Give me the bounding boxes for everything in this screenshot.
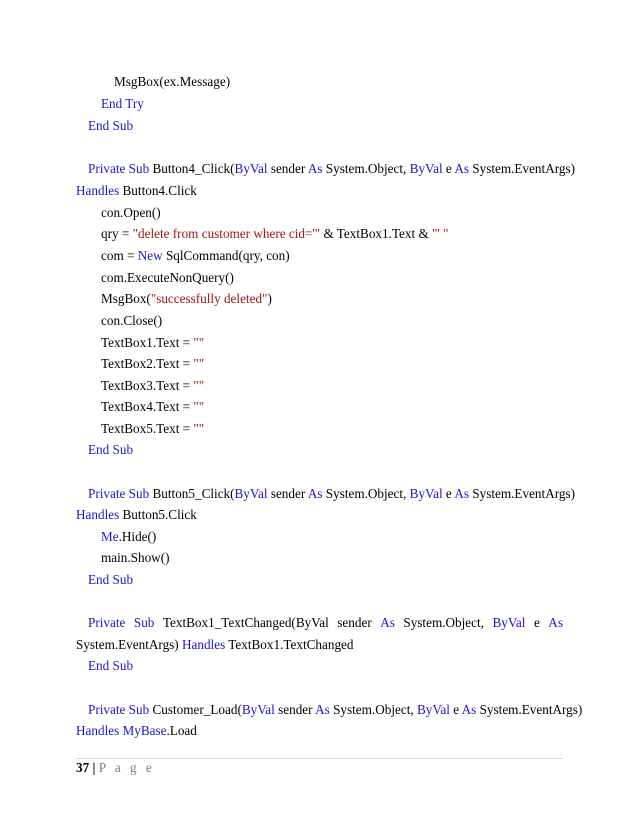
code-text: sender (267, 486, 308, 501)
footer-divider (76, 758, 563, 759)
keyword: Me (101, 529, 119, 544)
code-line: End Try (101, 96, 144, 111)
string-literal: "" (193, 399, 205, 414)
code-line: End Sub (88, 572, 134, 587)
keyword: As (307, 486, 323, 501)
keyword: ByVal (492, 615, 526, 630)
keyword: ByVal (241, 702, 275, 717)
keyword: As (307, 161, 323, 176)
keyword: ByVal (416, 702, 450, 717)
string-literal: "' " (432, 226, 449, 241)
code-text: TextBox1_TextChanged(ByVal (162, 615, 329, 630)
code-text: Customer_Load( (149, 702, 242, 717)
code-text: Button4_Click( (149, 161, 235, 176)
code-line: com.ExecuteNonQuery() (101, 270, 234, 285)
keyword: New (137, 248, 163, 263)
string-literal: "successfully deleted" (150, 291, 268, 306)
code-line (88, 486, 575, 502)
string-literal: "" (193, 421, 205, 436)
code-text: e (449, 702, 462, 717)
keyword: ByVal (234, 486, 268, 501)
code-text: qry = (101, 226, 133, 241)
page-number: 37 (76, 760, 90, 775)
code-text: TextBox1.TextChanged (225, 637, 354, 652)
code-text: Button4.Click (119, 183, 197, 198)
code-line (76, 637, 354, 653)
keyword: As (380, 615, 395, 630)
code-line: End Sub (88, 658, 134, 673)
code-line (88, 702, 582, 718)
code-line (101, 248, 290, 264)
code-line (101, 421, 204, 437)
keyword: Handles (181, 637, 226, 652)
code-text: Button5_Click( (149, 486, 235, 501)
keyword: Sub (128, 486, 150, 501)
code-text: e (442, 486, 455, 501)
code-text (163, 615, 329, 631)
code-text: e (533, 615, 540, 630)
code-text: TextBox5.Text = (101, 421, 194, 436)
code-text: System.EventArgs) (476, 702, 583, 717)
code-line (101, 356, 204, 372)
keyword: Sub (128, 702, 150, 717)
code-line: con.Open() (101, 205, 161, 220)
code-text: System.EventArgs) (469, 486, 575, 501)
keyword: Private (88, 161, 126, 176)
keyword: Handles (76, 723, 120, 738)
page-footer (76, 760, 155, 776)
code-text: System.EventArgs) (76, 637, 182, 652)
code-text: & TextBox1.Text & (320, 226, 433, 241)
keyword: As (454, 161, 469, 176)
code-text: System.Object, (322, 161, 410, 176)
string-literal: "" (193, 378, 205, 393)
code-line: main.Show() (101, 550, 170, 565)
page-label: P a g e (98, 760, 155, 775)
code-text: System.Object, (403, 615, 484, 630)
keyword: Private (88, 615, 126, 630)
code-text: com = (101, 248, 138, 263)
code-line (101, 378, 204, 394)
code-text: sender (274, 702, 316, 717)
code-text: System.Object, (329, 702, 417, 717)
code-line: con.Close() (101, 313, 163, 328)
code-text: System.EventArgs) (469, 161, 575, 176)
code-text: MsgBox( (101, 291, 151, 306)
code-text: SqlCommand(qry, con) (162, 248, 290, 263)
code-line (88, 615, 563, 631)
code-line (101, 291, 272, 307)
keyword: Sub (128, 161, 150, 176)
code-text: .Hide() (118, 529, 157, 544)
keyword: As (461, 702, 477, 717)
code-text: TextBox3.Text = (101, 378, 194, 393)
footer-separator: | (89, 760, 99, 775)
code-line: End Sub (88, 118, 134, 133)
code-text: TextBox1.Text = (101, 335, 194, 350)
code-line (101, 335, 204, 351)
code-text: System.Object, (322, 486, 410, 501)
code-line (101, 226, 448, 242)
keyword: Sub (133, 615, 155, 630)
keyword: Private (88, 702, 126, 717)
code-text: sender (267, 161, 308, 176)
keyword: Private (88, 486, 126, 501)
code-text: .Load (166, 723, 197, 738)
code-line (101, 399, 204, 415)
code-text: TextBox4.Text = (101, 399, 194, 414)
keyword: Handles (76, 183, 120, 198)
code-line (76, 183, 197, 199)
keyword: As (548, 615, 563, 630)
code-text: ) (267, 291, 272, 306)
code-text: e (442, 161, 455, 176)
keyword: MyBase (119, 723, 167, 738)
keyword: As (454, 486, 469, 501)
keyword: ByVal (234, 161, 268, 176)
keyword: As (315, 702, 330, 717)
code-line (88, 161, 575, 177)
string-literal: "" (193, 356, 205, 371)
string-literal: "" (193, 335, 205, 350)
code-line: MsgBox(ex.Message) (114, 74, 231, 89)
code-line (76, 723, 197, 739)
code-text: Button5.Click (119, 507, 197, 522)
keyword: ByVal (409, 486, 443, 501)
code-text: TextBox2.Text = (101, 356, 194, 371)
keyword: Handles (76, 507, 120, 522)
code-line: End Sub (88, 442, 134, 457)
code-text: sender (337, 615, 372, 630)
code-line (101, 529, 156, 545)
code-line (76, 507, 197, 523)
string-literal: "delete from customer where cid='" (132, 226, 321, 241)
keyword: ByVal (409, 161, 443, 176)
